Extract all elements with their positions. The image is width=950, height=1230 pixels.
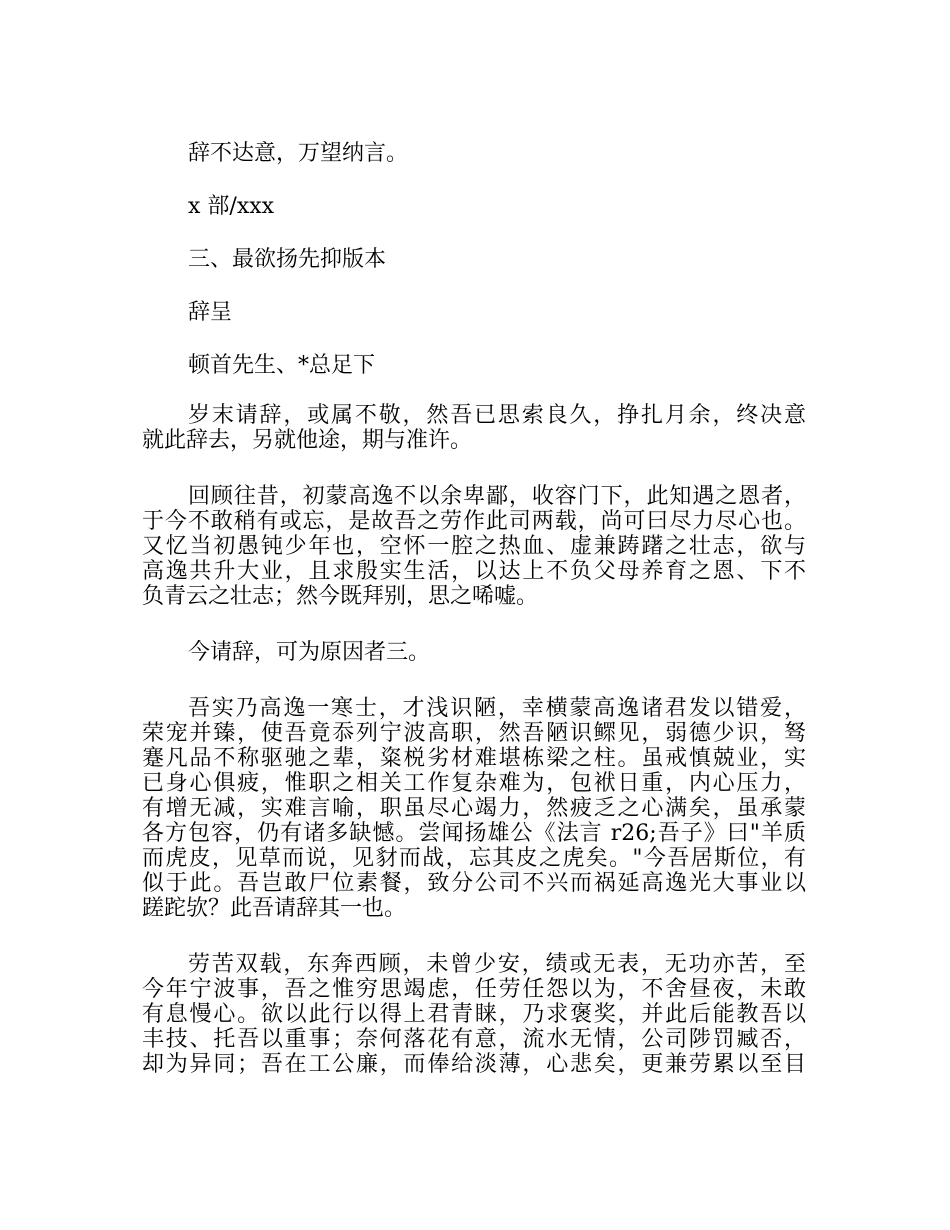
paragraph-line: 回顾往昔，初蒙高逸不以余卑鄙，收容门下，此知遇之恩者，: [188, 484, 806, 509]
paragraph-line: 似于此。吾岂敢尸位素餐，致分公司不兴而祸延高逸光大事业以: [142, 871, 806, 896]
section-heading: 三、最欲扬先抑版本: [188, 247, 387, 272]
paragraph-line: 却为异同；吾在工公廉，而俸给淡薄，心悲矣，更兼劳累以至目: [142, 1052, 806, 1077]
paragraph-line: 有增无减，实难言喻，职虽尽心竭力，然疲乏之心满矣，虽承蒙: [142, 796, 806, 821]
paragraph-line: 岁末请辞，或属不敬，然吾已思索良久，挣扎月余，终决意: [188, 403, 806, 428]
paragraph-line: 蹇凡品不称驱驰之辈，粢棁劣材难堪栋梁之柱。虽戒慎兢业，实: [142, 746, 806, 771]
paragraph-reason-one: [142, 696, 806, 921]
paragraph-line: 负青云之壮志；然今既拜别，思之唏嘘。: [142, 584, 539, 609]
letter-title: 辞呈: [188, 300, 233, 325]
paragraph-retrospect: [142, 484, 806, 609]
paragraph-reason-two: [142, 952, 806, 1077]
paragraph-line: 高逸共升大业，且求殷实生活，以达上不负父母养育之恩、下不: [142, 559, 806, 584]
paragraph-line: 吾实乃高逸一寒士，才浅识陋，幸横蒙高逸诸君发以错爱，: [188, 696, 806, 721]
paragraph-line: 荣宠并臻，使吾竟忝列宁波高职，然吾陋识鳏见，弱德少识，驽: [142, 721, 806, 746]
paragraph-intro: [142, 403, 806, 453]
paragraph-line: 就此辞去，另就他途，期与准许。: [142, 428, 473, 453]
paragraph-line: 又忆当初愚钝少年也，空怀一腔之热血、虚兼踌躇之壮志，欲与: [142, 534, 806, 559]
document-body: [142, 138, 806, 1108]
paragraph-line: 各方包容，仍有诸多缺憾。尝闻扬雄公《法言 r26;吾子》曰"羊质: [142, 821, 806, 846]
paragraph-line: 今年宁波事，吾之惟穷思竭虑，任劳任怨以为，不舍昼夜，未敢: [142, 977, 806, 1002]
paragraph-line: 于今不敢稍有或忘，是故吾之劳作此司两载，尚可曰尽力尽心也。: [142, 509, 806, 534]
paragraph-line: 而虎皮，见草而说，见豺而战，忘其皮之虎矣。"今吾居斯位，有: [142, 846, 806, 871]
paragraph-line: 今请辞，可为原因者三。: [188, 640, 431, 665]
closing-line: 辞不达意，万望纳言。: [188, 141, 409, 166]
paragraph-reasons-intro: [142, 640, 806, 665]
paragraph-line: 已身心俱疲，惟职之相关工作复杂难为，包袱日重，内心压力，: [142, 771, 806, 796]
paragraph-line: 蹉跎欤？此吾请辞其一也。: [142, 896, 407, 921]
paragraph-line: 劳苦双载，东奔西顾，未曾少安，绩或无表，无功亦苦，至: [188, 952, 806, 977]
signature-line: x 部/xxx: [188, 194, 275, 219]
salutation: 顿首先生、*总足下: [188, 353, 376, 378]
paragraph-line: 有息慢心。欲以此行以得上君青睐，乃求褒奖，并此后能教吾以: [142, 1002, 806, 1027]
paragraph-line: 丰技、托吾以重事；奈何落花有意，流水无情，公司陟罚臧否，: [142, 1027, 806, 1052]
